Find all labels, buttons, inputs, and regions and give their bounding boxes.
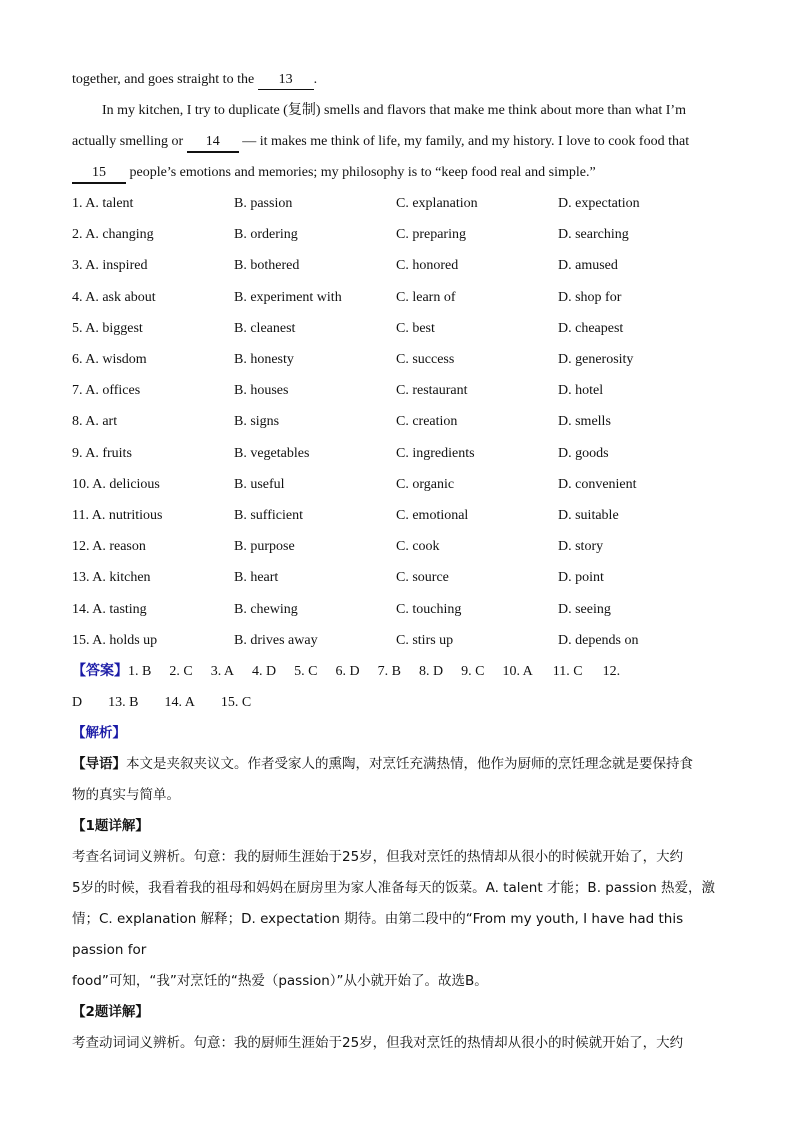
option-row (72, 500, 722, 531)
answer-item: 14. A (164, 695, 195, 711)
option-b: B. chewing (234, 601, 298, 617)
q1-label: 【1题详解】 (72, 818, 149, 835)
option-n: 11. A. nutritious (72, 508, 163, 524)
option-d: D. story (558, 539, 604, 555)
option-c: C. best (396, 320, 435, 336)
option-row (72, 438, 722, 469)
option-c: C. emotional (396, 508, 469, 524)
option-n: 15. A. holds up (72, 632, 158, 648)
option-c: C. preparing (396, 227, 466, 243)
option-b: B. signs (234, 414, 280, 430)
options-list (72, 188, 722, 656)
option-n: 6. A. wisdom (72, 352, 147, 368)
answer-item: 8. D (418, 664, 444, 680)
option-b: B. experiment with (234, 289, 342, 305)
option-row (72, 594, 722, 625)
guide-text: 本文是夹叙夹议文。作者受家人的熏陶，对烹饪充满热情，他作为厨师的烹饪理念就是要保持食 (126, 756, 693, 773)
option-b: B. sufficient (234, 508, 303, 524)
option-b: B. drives away (234, 632, 318, 648)
q2-label: 【2题详解】 (72, 1004, 149, 1021)
q1-line-1: 考查名词词义辨析。句意：我的厨师生涯始于25岁，但我对烹饪的热情却从很小的时候就开始了，大约 (72, 849, 684, 866)
option-c: C. explanation (396, 196, 478, 211)
answer-line-2 (72, 687, 722, 718)
option-b: B. purpose (234, 539, 295, 555)
option-n: 4. A. ask about (72, 289, 156, 305)
passage-text: . (313, 72, 318, 87)
answer-item: D (72, 695, 83, 711)
option-row (72, 250, 722, 281)
option-b: B. cleanest (234, 320, 296, 336)
passage-line-1 (72, 64, 722, 95)
option-n: 2. A. changing (72, 227, 154, 243)
option-b: B. heart (234, 570, 279, 586)
option-row (72, 375, 722, 406)
option-c: C. organic (396, 476, 455, 492)
option-d: D. depends on (558, 632, 639, 648)
option-c: C. restaurant (396, 383, 468, 399)
answer-item: 15. C (220, 695, 252, 711)
answer-item: 9. C (461, 664, 485, 680)
answer-item: 10. A (502, 664, 533, 680)
option-row (72, 313, 722, 344)
blank-15: 15 (72, 164, 126, 184)
passage-text: people’s emotions and memories; my philosophy is to “keep food real and simple.” (126, 165, 596, 180)
option-c: C. success (396, 352, 455, 368)
option-d: D. seeing (558, 601, 611, 617)
option-c: C. ingredients (396, 445, 475, 461)
option-b: B. useful (234, 476, 285, 492)
option-n: 9. A. fruits (72, 445, 132, 461)
option-row (72, 406, 722, 437)
option-row (72, 625, 722, 656)
option-c: C. source (396, 570, 449, 586)
option-c: C. stirs up (396, 632, 454, 648)
option-row (72, 469, 722, 500)
option-n: 7. A. offices (72, 383, 141, 399)
option-row (72, 188, 722, 219)
option-b: B. honesty (234, 352, 294, 368)
option-b: B. vegetables (234, 445, 310, 461)
option-d: D. searching (558, 227, 629, 243)
analysis-label (72, 718, 722, 749)
option-d: D. suitable (558, 508, 619, 524)
option-n: 1. A. talent (72, 196, 134, 211)
option-c: C. honored (396, 258, 459, 274)
answer-item: 11. C (552, 664, 583, 680)
passage-line-2: In my kitchen, I try to duplicate (复制) smells and flavors that make me think about more than what I’m (102, 103, 686, 118)
option-d: D. convenient (558, 476, 637, 492)
option-row (72, 219, 722, 250)
option-row (72, 562, 722, 593)
answer-item: 1. B (128, 664, 152, 680)
option-n: 12. A. reason (72, 539, 146, 555)
answer-item: 7. B (377, 664, 401, 680)
option-b: B. bothered (234, 258, 300, 274)
option-d: D. goods (558, 445, 609, 461)
option-c: C. cook (396, 539, 440, 555)
option-row (72, 531, 722, 562)
answer-item: 13. B (108, 695, 139, 711)
q1-line-3: 情；C. explanation 解释；D. expectation 期待。由第二段中的“From my youth, I have had this passion for (72, 911, 684, 959)
option-d: D. generosity (558, 352, 634, 368)
passage-text: actually smelling or (72, 134, 187, 149)
option-n: 8. A. art (72, 414, 118, 430)
q2-line-1: 考查动词词义辨析。句意：我的厨师生涯始于25岁，但我对烹饪的热情却从很小的时候就开始了，大约 (72, 1035, 684, 1052)
option-d: D. shop for (558, 289, 622, 305)
option-row (72, 282, 722, 313)
answer-item: 6. D (335, 664, 360, 680)
option-n: 13. A. kitchen (72, 570, 151, 586)
answer-label: 【答案】 (72, 663, 128, 680)
answer-item: 3. A (210, 664, 235, 680)
option-b: B. passion (234, 196, 293, 211)
q1-line-2: 5岁的时候，我看着我的祖母和妈妈在厨房里为家人准备每天的饭菜。A. talent 才能；B. passion 热爱，激 (72, 880, 716, 897)
document-page (72, 64, 722, 1059)
option-d: D. hotel (558, 383, 604, 399)
answer-line-1 (72, 656, 722, 687)
option-row (72, 344, 722, 375)
option-c: C. learn of (396, 289, 456, 305)
guide-label: 【导语】 (72, 756, 126, 773)
option-c: C. touching (396, 601, 462, 617)
option-c: C. creation (396, 414, 458, 430)
blank-13: 13 (258, 71, 314, 90)
passage-text: together, and goes straight to the (72, 72, 258, 87)
option-d: D. amused (558, 258, 618, 274)
answer-item: 4. D (252, 664, 277, 680)
passage-text: — it makes me think of life, my family, and my history. I love to cook food that (238, 134, 690, 149)
option-d: D. expectation (558, 196, 640, 211)
analysis-label-text: 【解析】 (72, 725, 126, 742)
passage-line-3 (72, 126, 722, 157)
guide-line-1 (72, 749, 722, 780)
answer-item: 5. C (294, 664, 318, 680)
option-n: 5. A. biggest (72, 320, 143, 336)
option-d: D. point (558, 570, 604, 586)
q1-line-4: food”可知，“我”对烹饪的“热爱（passion）”从小就开始了。故选B。 (72, 973, 488, 990)
option-b: B. houses (234, 383, 289, 399)
option-b: B. ordering (234, 227, 298, 243)
answer-item: 12. (602, 664, 621, 680)
blank-14: 14 (187, 133, 239, 153)
passage-line-4 (72, 157, 722, 188)
option-n: 3. A. inspired (72, 258, 148, 274)
option-n: 10. A. delicious (72, 476, 160, 492)
option-d: D. cheapest (558, 320, 624, 336)
guide-line-2: 物的真实与简单。 (72, 787, 180, 804)
answer-items (128, 656, 620, 687)
option-d: D. smells (558, 414, 611, 430)
answer-item: 2. C (169, 664, 193, 680)
option-n: 14. A. tasting (72, 601, 147, 617)
